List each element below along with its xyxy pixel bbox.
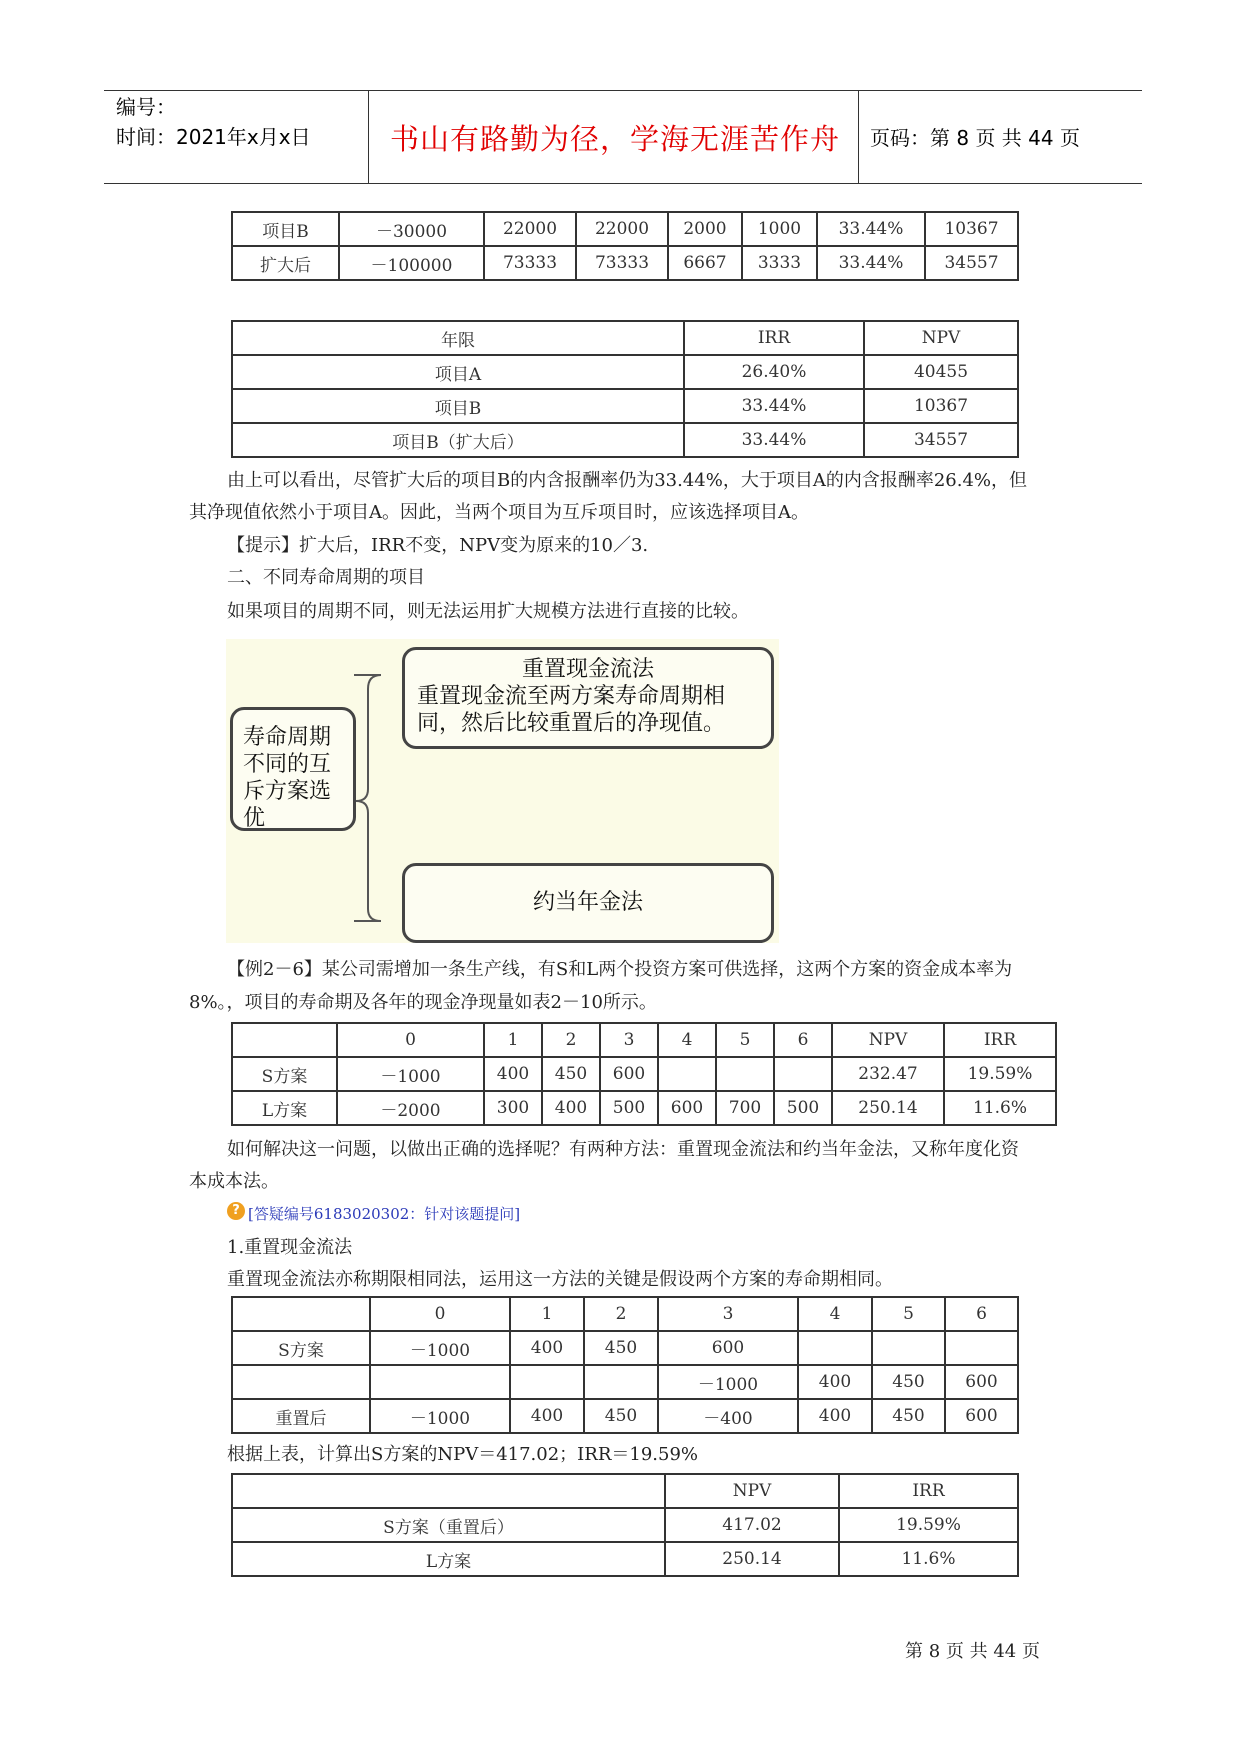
table-cell: 扩大后: [232, 246, 339, 280]
table-header-cell: NPV: [864, 321, 1018, 355]
table-cell: 250.14: [832, 1091, 944, 1125]
table-cell: S方案（重置后）: [232, 1508, 665, 1542]
table-cell: 3333: [742, 246, 817, 280]
diagram-top-box-title: 重置现金流法: [521, 657, 654, 682]
table-cell: 项目B（扩大后）: [232, 423, 684, 457]
table-row: [232, 212, 1018, 246]
table-cell: S方案: [232, 1057, 337, 1091]
table-cell: 项目A: [232, 355, 684, 389]
paragraph-conclusion-line2: 其净现值依然小于项目A。因此，当两个项目为互斥项目时，应该选择项目A。: [189, 502, 809, 523]
table-row: [232, 355, 1018, 389]
table-cell: 重置后: [232, 1399, 370, 1433]
header-number-label: 编号：: [116, 95, 176, 119]
table-cell: [716, 1057, 774, 1091]
table-cell: 项目B: [232, 389, 684, 423]
table-cell: 11.6%: [839, 1542, 1018, 1576]
table-cell: 33.44%: [684, 423, 864, 457]
table-header-cell: 3: [600, 1023, 658, 1057]
diagram-left-box: [230, 707, 356, 831]
qa-link[interactable]: [答疑编号6183020302：针对该题提问]: [248, 1205, 521, 1223]
table-cell: 600: [658, 1091, 716, 1125]
table-cell: 34557: [925, 246, 1018, 280]
table-cell: 500: [774, 1091, 832, 1125]
table-header-cell: 0: [337, 1023, 484, 1057]
table-cell: 250.14: [665, 1542, 839, 1576]
diagram-top-box-line: 同，然后比较重置后的净现值。: [417, 711, 726, 736]
table-cell: 450: [584, 1399, 658, 1433]
table-header-row: [232, 1297, 1018, 1331]
table-cell: 项目B: [232, 212, 339, 246]
table-cell: 2000: [668, 212, 742, 246]
header-top-rule: [104, 90, 1142, 91]
table-cell: 400: [542, 1091, 600, 1125]
table-cell: 73333: [484, 246, 576, 280]
section-heading-2: 二、不同寿命周期的项目: [227, 567, 425, 588]
mutually-exclusive-methods-diagram: [226, 639, 779, 943]
table-cell: 34557: [864, 423, 1018, 457]
table-header-cell: IRR: [684, 321, 864, 355]
table-cell: L方案: [232, 1542, 665, 1576]
table-header-cell: [232, 1474, 665, 1508]
table-cell: [945, 1331, 1018, 1365]
table-row: [232, 1542, 1018, 1576]
table-row: [232, 1399, 1018, 1433]
header-bottom-rule: [104, 183, 1142, 184]
table-cell: 73333: [576, 246, 668, 280]
table-cell: 600: [945, 1399, 1018, 1433]
paragraph-replacement-definition: 重置现金流法亦称期限相同法，运用这一方法的关键是假设两个方案的寿命期相同。: [227, 1269, 893, 1290]
table-cell: －30000: [339, 212, 484, 246]
table-header-cell: 1: [510, 1297, 584, 1331]
table-header-cell: 年限: [232, 321, 684, 355]
table-header-cell: 3: [658, 1297, 798, 1331]
table-header-cell: 2: [584, 1297, 658, 1331]
table-replacement-cashflow: [231, 1296, 1019, 1434]
table-cell: L方案: [232, 1091, 337, 1125]
diagram-left-line: 斥方案选: [243, 779, 332, 804]
table-cell: 400: [510, 1331, 584, 1365]
table-header-cell: 5: [716, 1023, 774, 1057]
table-header-cell: [232, 1023, 337, 1057]
example-text: 某公司需增加一条生产线，有S和L两个投资方案可供选择，这两个方案的资金成本率为: [321, 959, 1013, 980]
table-header-cell: 4: [658, 1023, 716, 1057]
subheading-replacement-cashflow: 1.重置现金流法: [227, 1237, 353, 1258]
table-cell: 450: [872, 1365, 945, 1399]
table-cell: [658, 1057, 716, 1091]
diagram-bottom-box-label: 约当年金法: [532, 890, 643, 915]
table-cell: 10367: [864, 389, 1018, 423]
table-cell: 600: [658, 1331, 798, 1365]
table-cell: 450: [584, 1331, 658, 1365]
table-header-cell: NPV: [832, 1023, 944, 1057]
table-irr-npv-comparison: [231, 320, 1019, 458]
table-header-cell: 2: [542, 1023, 600, 1057]
paragraph-methods-line1: 如何解决这一问题，以做出正确的选择呢？有两种方法：重置现金流法和约当年金法，又称年度化资: [227, 1139, 1019, 1160]
paragraph-hint: [227, 530, 648, 562]
table-cell: 10367: [925, 212, 1018, 246]
table-cell: 232.47: [832, 1057, 944, 1091]
table-cell: 40455: [864, 355, 1018, 389]
header-divider-left: [368, 90, 369, 183]
table-cell: [774, 1057, 832, 1091]
table-header-cell: [232, 1297, 370, 1331]
table-header-cell: 5: [872, 1297, 945, 1331]
table-cell: [370, 1365, 510, 1399]
table-header-cell: 4: [798, 1297, 872, 1331]
table-row: [232, 1508, 1018, 1542]
table-cell: 33.44%: [817, 212, 925, 246]
paragraph-example-line2: 8%。，项目的寿命期及各年的现金净现量如表2－10所示。: [189, 992, 657, 1013]
hint-text: 扩大后，IRR不变，NPV变为原来的10／3.: [299, 535, 649, 556]
table-cell: [584, 1365, 658, 1399]
table-cell: [232, 1365, 370, 1399]
table-s-l-cash-flows: [231, 1022, 1057, 1126]
table-row: [232, 1365, 1018, 1399]
table-cell: －400: [658, 1399, 798, 1433]
table-cell: －1000: [370, 1331, 510, 1365]
diagram-left-line: 寿命周期: [243, 725, 332, 750]
table-cell: 450: [542, 1057, 600, 1091]
table-header-cell: IRR: [944, 1023, 1056, 1057]
table-cell: －2000: [337, 1091, 484, 1125]
table-cell: 417.02: [665, 1508, 839, 1542]
table-cell: －1000: [370, 1399, 510, 1433]
table-cell: 19.59%: [944, 1057, 1056, 1091]
table-cell: 400: [798, 1365, 872, 1399]
table-cell: 19.59%: [839, 1508, 1018, 1542]
header-motto: 书山有路勤为径，学海无涯苦作舟: [389, 122, 840, 156]
table-cell: [510, 1365, 584, 1399]
table-cell: 33.44%: [817, 246, 925, 280]
table-cell: 33.44%: [684, 389, 864, 423]
table-header-cell: 6: [774, 1023, 832, 1057]
table-row: [232, 1331, 1018, 1365]
table-cell: －1000: [337, 1057, 484, 1091]
diagram-top-box: [402, 647, 774, 749]
table-cell: 6667: [668, 246, 742, 280]
table-cell: 22000: [576, 212, 668, 246]
table-cell: 600: [945, 1365, 1018, 1399]
table-cell: 400: [510, 1399, 584, 1433]
diagram-left-line: 不同的互: [243, 752, 332, 777]
table-header-cell: 0: [370, 1297, 510, 1331]
example-tag: 【例2－6】: [227, 959, 322, 980]
table-cell: 22000: [484, 212, 576, 246]
diagram-left-line: 优: [243, 806, 266, 831]
table-cell: 300: [484, 1091, 542, 1125]
table-header-cell: 6: [945, 1297, 1018, 1331]
table-cell: 600: [600, 1057, 658, 1091]
header-time-label: 时间：2021年x月x日: [116, 125, 311, 149]
table-cell: [872, 1331, 945, 1365]
table-row: [232, 1057, 1056, 1091]
table-header-cell: IRR: [839, 1474, 1018, 1508]
table-header-cell: NPV: [665, 1474, 839, 1508]
header-meta: [116, 92, 311, 152]
table-header-row: [232, 1023, 1056, 1057]
paragraph-s-result: 根据上表，计算出S方案的NPV＝417.02；IRR＝19.59%: [227, 1444, 699, 1465]
paragraph-conclusion-line1: 由上可以看出，尽管扩大后的项目B的内含报酬率仍为33.44%，大于项目A的内含报酬率26.4%，但: [227, 470, 1028, 491]
table-row: [232, 389, 1018, 423]
table-row: [232, 246, 1018, 280]
table-cell: 11.6%: [944, 1091, 1056, 1125]
table-npv-irr-final: [231, 1473, 1019, 1577]
table-cell: 1000: [742, 212, 817, 246]
question-icon[interactable]: ?: [227, 1202, 245, 1220]
table-cell: S方案: [232, 1331, 370, 1365]
table-cell: 400: [484, 1057, 542, 1091]
table-cell: 700: [716, 1091, 774, 1125]
table-header-cell: 1: [484, 1023, 542, 1057]
table-row: [232, 423, 1018, 457]
table-cell: 500: [600, 1091, 658, 1125]
table-cell: 400: [798, 1399, 872, 1433]
table-cell: [798, 1331, 872, 1365]
table-project-b-expanded: [231, 211, 1019, 281]
header-page-label: 页码：第 8 页 共 44 页: [870, 126, 1080, 150]
paragraph-methods-line2: 本成本法。: [189, 1171, 279, 1192]
diagram-bottom-box: [402, 863, 774, 943]
table-header-row: [232, 1474, 1018, 1508]
table-cell: －100000: [339, 246, 484, 280]
table-cell: 26.40%: [684, 355, 864, 389]
hint-tag: 【提示】: [227, 535, 299, 556]
page-footer: 第 8 页 共 44 页: [905, 1641, 1040, 1662]
table-cell: －1000: [658, 1365, 798, 1399]
table-cell: 450: [872, 1399, 945, 1433]
table-header-row: [232, 321, 1018, 355]
paragraph-example: [227, 954, 1012, 986]
paragraph-different-periods: 如果项目的周期不同，则无法运用扩大规模方法进行直接的比较。: [227, 601, 749, 622]
diagram-top-box-line: 重置现金流至两方案寿命周期相: [417, 684, 726, 709]
table-row: [232, 1091, 1056, 1125]
